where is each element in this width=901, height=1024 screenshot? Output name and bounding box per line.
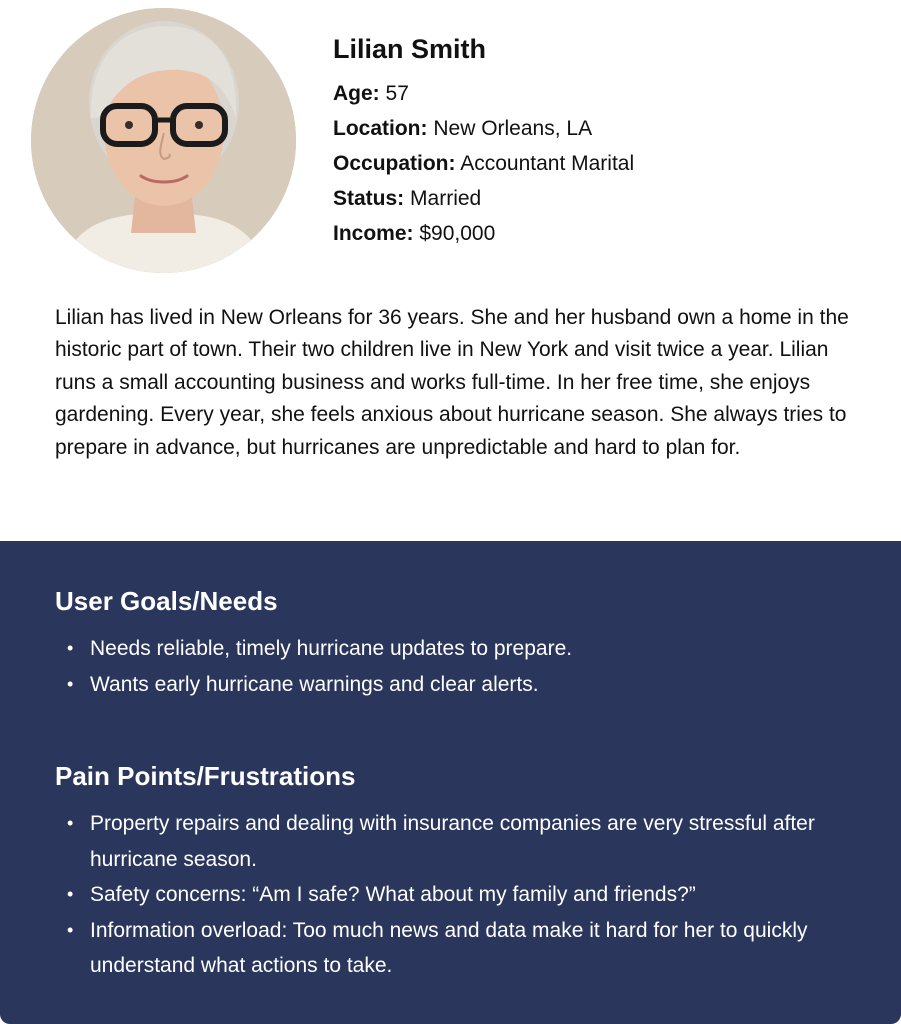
goals-heading: User Goals/Needs <box>55 586 278 616</box>
field-label: Income: <box>333 222 414 245</box>
persona-info <box>333 30 634 251</box>
list-item: • Wants early hurricane warnings and clear alerts. <box>55 667 855 703</box>
list-item: • Property repairs and dealing with insurance companies are very stressful after hurricane season. <box>55 806 855 877</box>
goals-pains-panel <box>0 541 901 1024</box>
field-value: New Orleans, LA <box>433 117 593 140</box>
field-value: $90,000 <box>419 222 496 245</box>
list-item: • Information overload: Too much news and data make it hard for her to quickly understand what actions to take. <box>55 913 855 984</box>
list-item: • Needs reliable, timely hurricane updates to prepare. <box>55 631 855 667</box>
list-item: • Safety concerns: “Am I safe? What about my family and friends?” <box>55 877 855 913</box>
field-label: Occupation: <box>333 152 456 175</box>
pains-list <box>55 806 855 984</box>
goals-list <box>55 631 855 702</box>
portrait-photo-icon <box>31 8 296 273</box>
field-value: Married <box>410 187 482 210</box>
persona-bio: Lilian has lived in New Orleans for 36 years. She and her husband own a home in the historic part of town. Their two children live in New York and visit twice a year. Lilian runs a small accounting business and works full-time. In her free time, she enjoys gardening. Every year, she feels anxious about hurricane season. She always tries to prepare in advance, but hurricanes are unpredictable and hard to plan for. <box>55 306 849 459</box>
field-value: 57 <box>385 82 409 105</box>
field-status <box>333 181 634 216</box>
field-location <box>333 111 634 146</box>
pains-heading: Pain Points/Frustrations <box>55 761 356 791</box>
field-income <box>333 216 634 251</box>
avatar <box>31 8 296 273</box>
field-label: Status: <box>333 187 405 210</box>
field-value: Accountant Marital <box>460 152 635 175</box>
persona-name: Lilian Smith <box>333 34 487 64</box>
field-label: Location: <box>333 117 428 140</box>
field-age <box>333 76 634 111</box>
field-label: Age: <box>333 82 380 105</box>
field-occupation <box>333 146 634 181</box>
